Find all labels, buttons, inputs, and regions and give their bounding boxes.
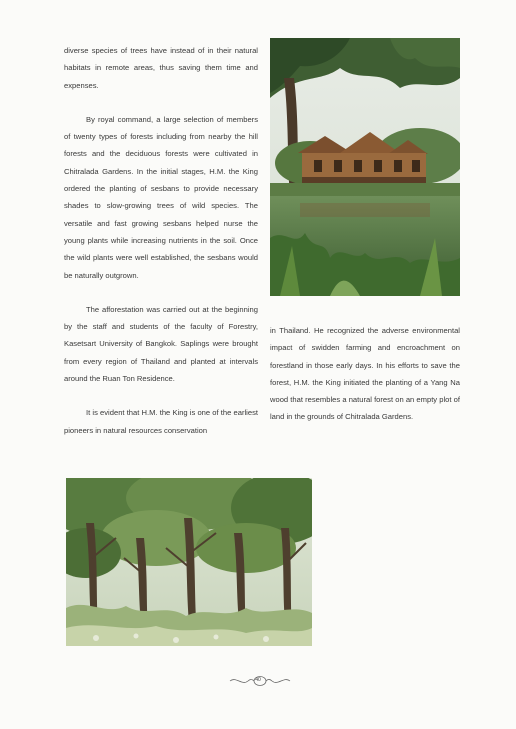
right-text-column — [270, 322, 460, 426]
paragraph: It is evident that H.M. the King is one of the earliest pioneers in natural resources conservation — [64, 408, 258, 435]
paragraph: in Thailand. He recognized the adverse environmental impact of swidden farming and encroachment on forestland in those early days. In his efforts to save the forest, H.M. the King initiated the planting of a Yang Na wood that resembles a natural forest on an empty plot of land in the grounds of Chitralada Gardens. — [270, 326, 460, 422]
paragraph: diverse species of trees have instead of in their natural habitats in remote areas, thus saving them time and expenses. — [64, 46, 258, 90]
photo-forest-grove — [66, 478, 312, 646]
left-text-column — [64, 42, 258, 439]
page-number: 40 — [255, 677, 261, 683]
paragraph: The afforestation was carried out at the beginning by the staff and students of the faculty of Forestry, Kasetsart University of Bangkok. Saplings were brought from every region of Thailand and planted at intervals around the Ruan Ton Residence. — [64, 304, 258, 384]
photo-thai-house-by-pond — [270, 38, 460, 296]
paragraph: By royal command, a large selection of members of twenty types of forests including from nearby the hill forests and the deciduous forests were cultivated in Chitralada Gardens. In the initial stages, H.M. the King ordered the planting of sesbans to provide necessary shades to slow-growing trees of wild species. The versatile and fast growing sesbans helped nurse the young plants while increasing nutrients in the soil. Once the wild plants were well established, the sesbans would be naturally outgrown. — [64, 114, 258, 280]
